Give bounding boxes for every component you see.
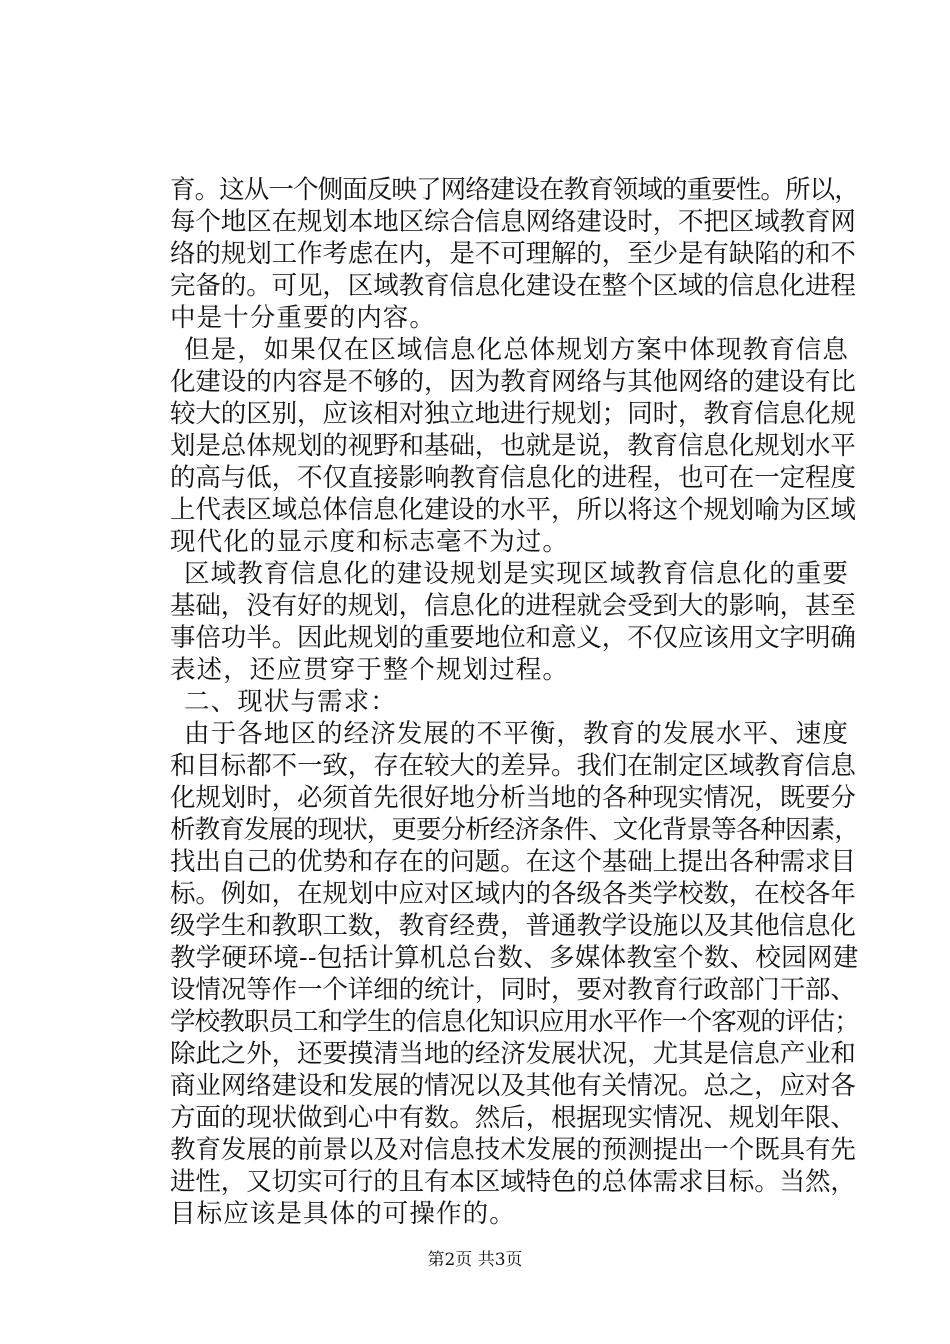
text-line: 标。例如，在规划中应对区域内的各级各类学校数，在校各年 — [170, 879, 856, 909]
text-line: 现代化的显示度和标志毫不为过。 — [170, 527, 570, 557]
text-line: 络的规划工作考虑在内，是不可理解的，至少是有缺陷的和不 — [170, 239, 856, 269]
text-line: 找出自己的优势和存在的问题。在这个基础上提出各种需求目 — [170, 847, 856, 877]
text-line: 上代表区域总体信息化建设的水平，所以将这个规划喻为区域 — [170, 495, 856, 525]
text-line: 化建设的内容是不够的，因为教育网络与其他网络的建设有比 — [170, 367, 856, 397]
text-line: 级学生和教职工数，教育经费，普通教学设施以及其他信息化 — [170, 911, 856, 941]
text-line: 事倍功半。因此规划的重要地位和意义，不仅应该用文字明确 — [170, 623, 856, 653]
document-body — [170, 174, 860, 1230]
text-line: 方面的现状做到心中有数。然后，根据现实情况、规划年限、 — [170, 1103, 856, 1133]
text-line: 较大的区别，应该相对独立地进行规划；同时，教育信息化规 — [170, 399, 856, 429]
text-line: 和目标都不一致，存在较大的差异。我们在制定区域教育信息 — [170, 751, 856, 781]
text-line: 商业网络建设和发展的情况以及其他有关情况。总之，应对各 — [170, 1071, 856, 1101]
text-line: 进性，又切实可行的且有本区域特色的总体需求目标。当然， — [170, 1167, 856, 1197]
text-line: 表述，还应贯穿于整个规划过程。 — [170, 655, 570, 685]
text-line: 的高与低，不仅直接影响教育信息化的进程，也可在一定程度 — [170, 463, 856, 493]
text-line: 教育发展的前景以及对信息技术发展的预测提出一个既具有先 — [170, 1135, 856, 1165]
text-line: 每个地区在规划本地区综合信息网络建设时，不把区域教育网 — [170, 207, 856, 237]
text-line: 但是，如果仅在区域信息化总体规划方案中体现教育信息 — [184, 335, 850, 365]
text-line: 中是十分重要的内容。 — [170, 303, 437, 333]
text-line: 析教育发展的现状，更要分析经济条件、文化背景等各种因素， — [170, 815, 859, 845]
text-line: 由于各地区的经济发展的不平衡，教育的发展水平、速度 — [184, 719, 850, 749]
text-line: 设情况等作一个详细的统计，同时，要对教育行政部门干部、 — [170, 975, 856, 1005]
text-line: 学校教职员工和学生的信息化知识应用水平作一个客观的评估； — [170, 1007, 859, 1037]
text-line: 二、现状与需求： — [184, 687, 397, 717]
text-line: 育。这从一个侧面反映了网络建设在教育领域的重要性。所以， — [170, 175, 859, 205]
text-line: 基础，没有好的规划，信息化的进程就会受到大的影响，甚至 — [170, 591, 856, 621]
text-line: 除此之外，还要摸清当地的经济发展状况，尤其是信息产业和 — [170, 1039, 856, 1069]
text-line: 划是总体规划的视野和基础，也就是说，教育信息化规划水平 — [170, 431, 856, 461]
text-line: 化规划时，必须首先很好地分析当地的各种现实情况，既要分 — [170, 783, 856, 813]
text-line: 教学硬环境--包括计算机总台数、多媒体教室个数、校园网建 — [170, 943, 859, 973]
text-line: 目标应该是具体的可操作的。 — [170, 1199, 516, 1229]
text-line: 完备的。可见，区域教育信息化建设在整个区域的信息化进程 — [170, 271, 856, 301]
page-footer: 第2页 共3页 — [427, 1250, 523, 1270]
text-line: 区域教育信息化的建设规划是实现区域教育信息化的重要 — [184, 559, 850, 589]
